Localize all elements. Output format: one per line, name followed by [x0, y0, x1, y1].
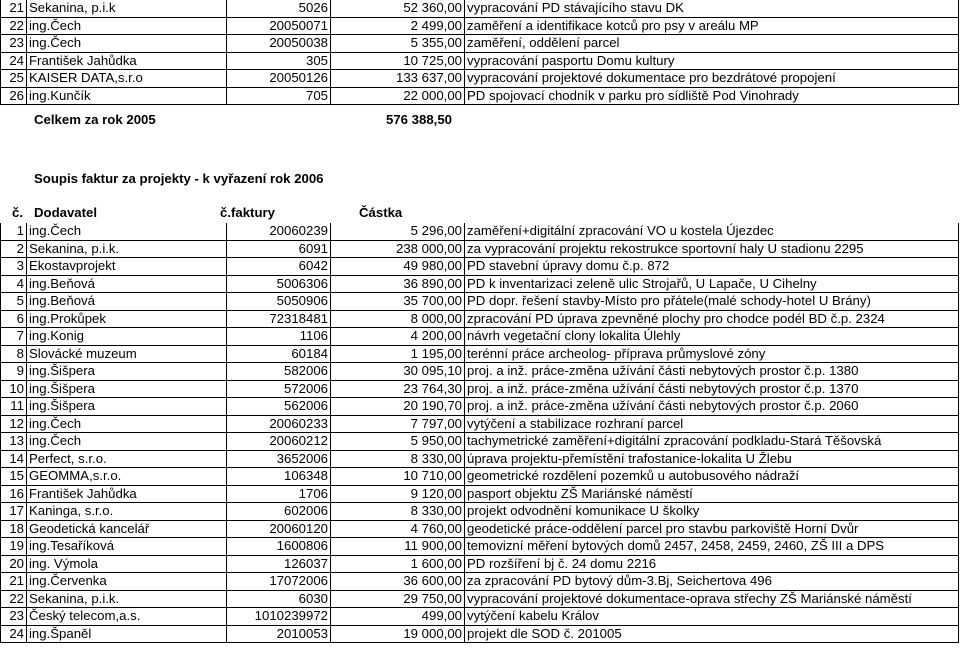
invoice-number-cell: 20050126 — [227, 70, 331, 88]
invoice-number-cell: 6042 — [227, 258, 331, 276]
amount-cell: 2 499,00 — [331, 17, 465, 35]
table-row — [1, 35, 959, 53]
description-cell: PD spojovací chodník v parku pro sídliště Pod Vinohrady — [465, 87, 959, 105]
amount-cell: 9 120,00 — [331, 485, 465, 503]
invoice-table-2006 — [0, 223, 959, 643]
row-number: 16 — [1, 485, 27, 503]
row-number: 25 — [1, 70, 27, 88]
invoice-number-cell: 20050038 — [227, 35, 331, 53]
amount-cell: 4 760,00 — [331, 520, 465, 538]
row-number: 8 — [1, 345, 27, 363]
table-row — [1, 240, 959, 258]
table-row — [1, 450, 959, 468]
amount-cell: 35 700,00 — [331, 293, 465, 311]
supplier-cell: Slovácké muzeum — [27, 345, 227, 363]
table-row — [1, 398, 959, 416]
supplier-cell: Kaninga, s.r.o. — [27, 503, 227, 521]
table-row — [1, 17, 959, 35]
row-number: 2 — [1, 240, 27, 258]
description-cell: za zpracování PD bytový dům-3.Bj, Seichertova 496 — [465, 573, 959, 591]
table-row — [1, 293, 959, 311]
description-cell: vytýčení kabelu Králov — [465, 608, 959, 626]
table-row — [1, 258, 959, 276]
invoice-number-cell: 1106 — [227, 328, 331, 346]
invoice-number-cell: 705 — [227, 87, 331, 105]
table-row — [1, 52, 959, 70]
amount-cell: 36 600,00 — [331, 573, 465, 591]
description-cell: proj. a inž. práce-změna užívání části nebytových prostor č.p. 1370 — [465, 380, 959, 398]
supplier-cell: ing.Konig — [27, 328, 227, 346]
table-row — [1, 223, 959, 240]
header-invoice: č.faktury — [220, 205, 275, 220]
supplier-cell: ing.Beňová — [27, 275, 227, 293]
supplier-cell: ing.Beňová — [27, 293, 227, 311]
row-number: 4 — [1, 275, 27, 293]
row-number: 10 — [1, 380, 27, 398]
table-row — [1, 363, 959, 381]
invoice-number-cell: 20060239 — [227, 223, 331, 240]
supplier-cell: Sekanina, p.i.k — [27, 0, 227, 17]
row-number: 17 — [1, 503, 27, 521]
amount-cell: 8 330,00 — [331, 503, 465, 521]
invoice-number-cell: 60184 — [227, 345, 331, 363]
row-number: 13 — [1, 433, 27, 451]
supplier-cell: ing.Šišpera — [27, 380, 227, 398]
description-cell: proj. a inž. práce-změna užívání části nebytových prostor č.p. 2060 — [465, 398, 959, 416]
table-row — [1, 485, 959, 503]
amount-cell: 1 600,00 — [331, 555, 465, 573]
table-row — [1, 538, 959, 556]
amount-cell: 8 000,00 — [331, 310, 465, 328]
invoice-table-2005 — [0, 0, 959, 105]
description-cell: terénní práce archeolog- příprava průmyslové zóny — [465, 345, 959, 363]
invoice-number-cell: 1600806 — [227, 538, 331, 556]
table-row — [1, 380, 959, 398]
description-cell: PD dopr. řešení stavby-Místo pro přátele(malé schody-hotel U Brány) — [465, 293, 959, 311]
supplier-cell: František Jahůdka — [27, 485, 227, 503]
table-row — [1, 625, 959, 643]
table-row — [1, 0, 959, 17]
amount-cell: 5 950,00 — [331, 433, 465, 451]
amount-cell: 7 797,00 — [331, 415, 465, 433]
row-number: 19 — [1, 538, 27, 556]
row-number: 11 — [1, 398, 27, 416]
table-row — [1, 608, 959, 626]
description-cell: vypracování pasportu Domu kultury — [465, 52, 959, 70]
supplier-cell: Sekanina, p.i.k. — [27, 590, 227, 608]
description-cell: pasport objektu ZŠ Mariánské náměstí — [465, 485, 959, 503]
table-row — [1, 275, 959, 293]
supplier-cell: KAISER DATA,s.r.o — [27, 70, 227, 88]
table-row — [1, 573, 959, 591]
table-row — [1, 415, 959, 433]
supplier-cell: Perfect, s.r.o. — [27, 450, 227, 468]
supplier-cell: František Jahůdka — [27, 52, 227, 70]
table-row — [1, 70, 959, 88]
invoice-number-cell: 72318481 — [227, 310, 331, 328]
amount-cell: 52 360,00 — [331, 0, 465, 17]
invoice-number-cell: 562006 — [227, 398, 331, 416]
description-cell: temovizní měření bytových domů 2457, 2458, 2459, 2460, ZŠ III a DPS — [465, 538, 959, 556]
amount-cell: 36 890,00 — [331, 275, 465, 293]
invoice-number-cell: 20050071 — [227, 17, 331, 35]
amount-cell: 1 195,00 — [331, 345, 465, 363]
supplier-cell: ing.Šišpera — [27, 363, 227, 381]
description-cell: vypracování projektové dokumentace-oprava střechy ZŠ Mariánské náměstí — [465, 590, 959, 608]
amount-cell: 30 095,10 — [331, 363, 465, 381]
row-number: 24 — [1, 625, 27, 643]
description-cell: zaměření+digitální zpracování VO u kostela Újezdec — [465, 223, 959, 240]
header-amount: Částka — [359, 205, 403, 220]
table-row — [1, 345, 959, 363]
supplier-cell: ing.Červenka — [27, 573, 227, 591]
row-number: 3 — [1, 258, 27, 276]
invoice-number-cell: 572006 — [227, 380, 331, 398]
row-number: 12 — [1, 415, 27, 433]
amount-cell: 19 000,00 — [331, 625, 465, 643]
row-number: 6 — [1, 310, 27, 328]
table-row — [1, 590, 959, 608]
amount-cell: 133 637,00 — [331, 70, 465, 88]
table-row — [1, 310, 959, 328]
supplier-cell: ing.Čech — [27, 415, 227, 433]
supplier-cell: Geodetická kancelář — [27, 520, 227, 538]
supplier-cell: ing.Čech — [27, 433, 227, 451]
invoice-number-cell: 602006 — [227, 503, 331, 521]
amount-cell: 4 200,00 — [331, 328, 465, 346]
table-header — [12, 205, 472, 223]
amount-cell: 10 710,00 — [331, 468, 465, 486]
row-number: 18 — [1, 520, 27, 538]
description-cell: tachymetrické zaměření+digitální zpracování podkladu-Stará Těšovská — [465, 433, 959, 451]
supplier-cell: ing.Kunčík — [27, 87, 227, 105]
invoice-number-cell: 126037 — [227, 555, 331, 573]
row-number: 21 — [1, 573, 27, 591]
row-number: 20 — [1, 555, 27, 573]
supplier-cell: GEOMMA,s.r.o. — [27, 468, 227, 486]
description-cell: geometrické rozdělení pozemků u autobusového nádraží — [465, 468, 959, 486]
invoice-number-cell: 305 — [227, 52, 331, 70]
amount-cell: 22 000,00 — [331, 87, 465, 105]
invoice-number-cell: 1706 — [227, 485, 331, 503]
amount-cell: 5 355,00 — [331, 35, 465, 53]
description-cell: proj. a inž. práce-změna užívání části nebytových prostor č.p. 1380 — [465, 363, 959, 381]
amount-cell: 238 000,00 — [331, 240, 465, 258]
row-number: 21 — [1, 0, 27, 17]
row-number: 26 — [1, 87, 27, 105]
supplier-cell: ing.Čech — [27, 223, 227, 240]
description-cell: projekt dle SOD č. 201005 — [465, 625, 959, 643]
supplier-cell: ing.Čech — [27, 17, 227, 35]
amount-cell: 49 980,00 — [331, 258, 465, 276]
table-row — [1, 520, 959, 538]
amount-cell: 499,00 — [331, 608, 465, 626]
description-cell: úprava projektu-přemístění trafostanice-lokalita U Žlebu — [465, 450, 959, 468]
supplier-cell: ing.Španěl — [27, 625, 227, 643]
supplier-cell: ing.Šišpera — [27, 398, 227, 416]
description-cell: zaměření, oddělení parcel — [465, 35, 959, 53]
amount-cell: 11 900,00 — [331, 538, 465, 556]
invoice-number-cell: 582006 — [227, 363, 331, 381]
row-number: 23 — [1, 35, 27, 53]
supplier-cell: ing. Výmola — [27, 555, 227, 573]
invoice-number-cell: 5026 — [227, 0, 331, 17]
row-number: 7 — [1, 328, 27, 346]
invoice-number-cell: 3652006 — [227, 450, 331, 468]
invoice-table-2006-body — [1, 223, 959, 643]
supplier-cell: ing.Čech — [27, 35, 227, 53]
header-num: č. — [12, 205, 23, 220]
invoice-number-cell: 20060233 — [227, 415, 331, 433]
supplier-cell: Český telecom,a.s. — [27, 608, 227, 626]
invoice-number-cell: 17072006 — [227, 573, 331, 591]
description-cell: návrh vegetační clony lokalita Úlehly — [465, 328, 959, 346]
amount-cell: 20 190,70 — [331, 398, 465, 416]
invoice-number-cell: 6030 — [227, 590, 331, 608]
row-number: 22 — [1, 590, 27, 608]
row-number: 9 — [1, 363, 27, 381]
amount-cell: 29 750,00 — [331, 590, 465, 608]
row-number: 23 — [1, 608, 27, 626]
description-cell: vypracování projektové dokumentace pro bezdrátové propojení — [465, 70, 959, 88]
row-number: 22 — [1, 17, 27, 35]
invoice-number-cell: 5006306 — [227, 275, 331, 293]
invoice-number-cell: 20060120 — [227, 520, 331, 538]
table-row — [1, 433, 959, 451]
supplier-cell: Sekanina, p.i.k. — [27, 240, 227, 258]
table-row — [1, 503, 959, 521]
table-row — [1, 555, 959, 573]
amount-cell: 5 296,00 — [331, 223, 465, 240]
description-cell: za vypracování projektu rekostrukce sportovní haly U stadionu 2295 — [465, 240, 959, 258]
description-cell: PD rozšíření bj č. 24 domu 2216 — [465, 555, 959, 573]
row-number: 24 — [1, 52, 27, 70]
amount-cell: 23 764,30 — [331, 380, 465, 398]
description-cell: zpracování PD úprava zpevněné plochy pro chodce podél BD č.p. 2324 — [465, 310, 959, 328]
amount-cell: 10 725,00 — [331, 52, 465, 70]
description-cell: vytýčení a stabilizace rozhraní parcel — [465, 415, 959, 433]
summary-label: Celkem za rok 2005 — [34, 112, 156, 127]
row-number: 15 — [1, 468, 27, 486]
invoice-number-cell: 106348 — [227, 468, 331, 486]
summary-total: 576 388,50 — [386, 112, 453, 127]
description-cell: PD stavební úpravy domu č.p. 872 — [465, 258, 959, 276]
table-row — [1, 87, 959, 105]
invoice-number-cell: 20060212 — [227, 433, 331, 451]
supplier-cell: ing.Tesaříková — [27, 538, 227, 556]
invoice-number-cell: 6091 — [227, 240, 331, 258]
description-cell: projekt odvodnění komunikace U školky — [465, 503, 959, 521]
table-row — [1, 328, 959, 346]
supplier-cell: Ekostavprojekt — [27, 258, 227, 276]
invoice-number-cell: 1010239972 — [227, 608, 331, 626]
invoice-number-cell: 5050906 — [227, 293, 331, 311]
amount-cell: 8 330,00 — [331, 450, 465, 468]
supplier-cell: ing.Prokůpek — [27, 310, 227, 328]
row-number: 5 — [1, 293, 27, 311]
description-cell: vypracování PD stávajícího stavu DK — [465, 0, 959, 17]
description-cell: zaměření a identifikace kotců pro psy v areálu MP — [465, 17, 959, 35]
row-number: 1 — [1, 223, 27, 240]
section-title: Soupis faktur za projekty - k vyřazení rok 2006 — [34, 171, 324, 186]
header-supplier: Dodavatel — [34, 205, 98, 220]
invoice-table-2005-body — [1, 0, 959, 105]
description-cell: geodetické práce-oddělení parcel pro stavbu parkoviště Horní Dvůr — [465, 520, 959, 538]
row-number: 14 — [1, 450, 27, 468]
table-row — [1, 468, 959, 486]
invoice-number-cell: 2010053 — [227, 625, 331, 643]
description-cell: PD k inventarizaci zeleně ulic Strojařů, U Lapače, U Cihelny — [465, 275, 959, 293]
